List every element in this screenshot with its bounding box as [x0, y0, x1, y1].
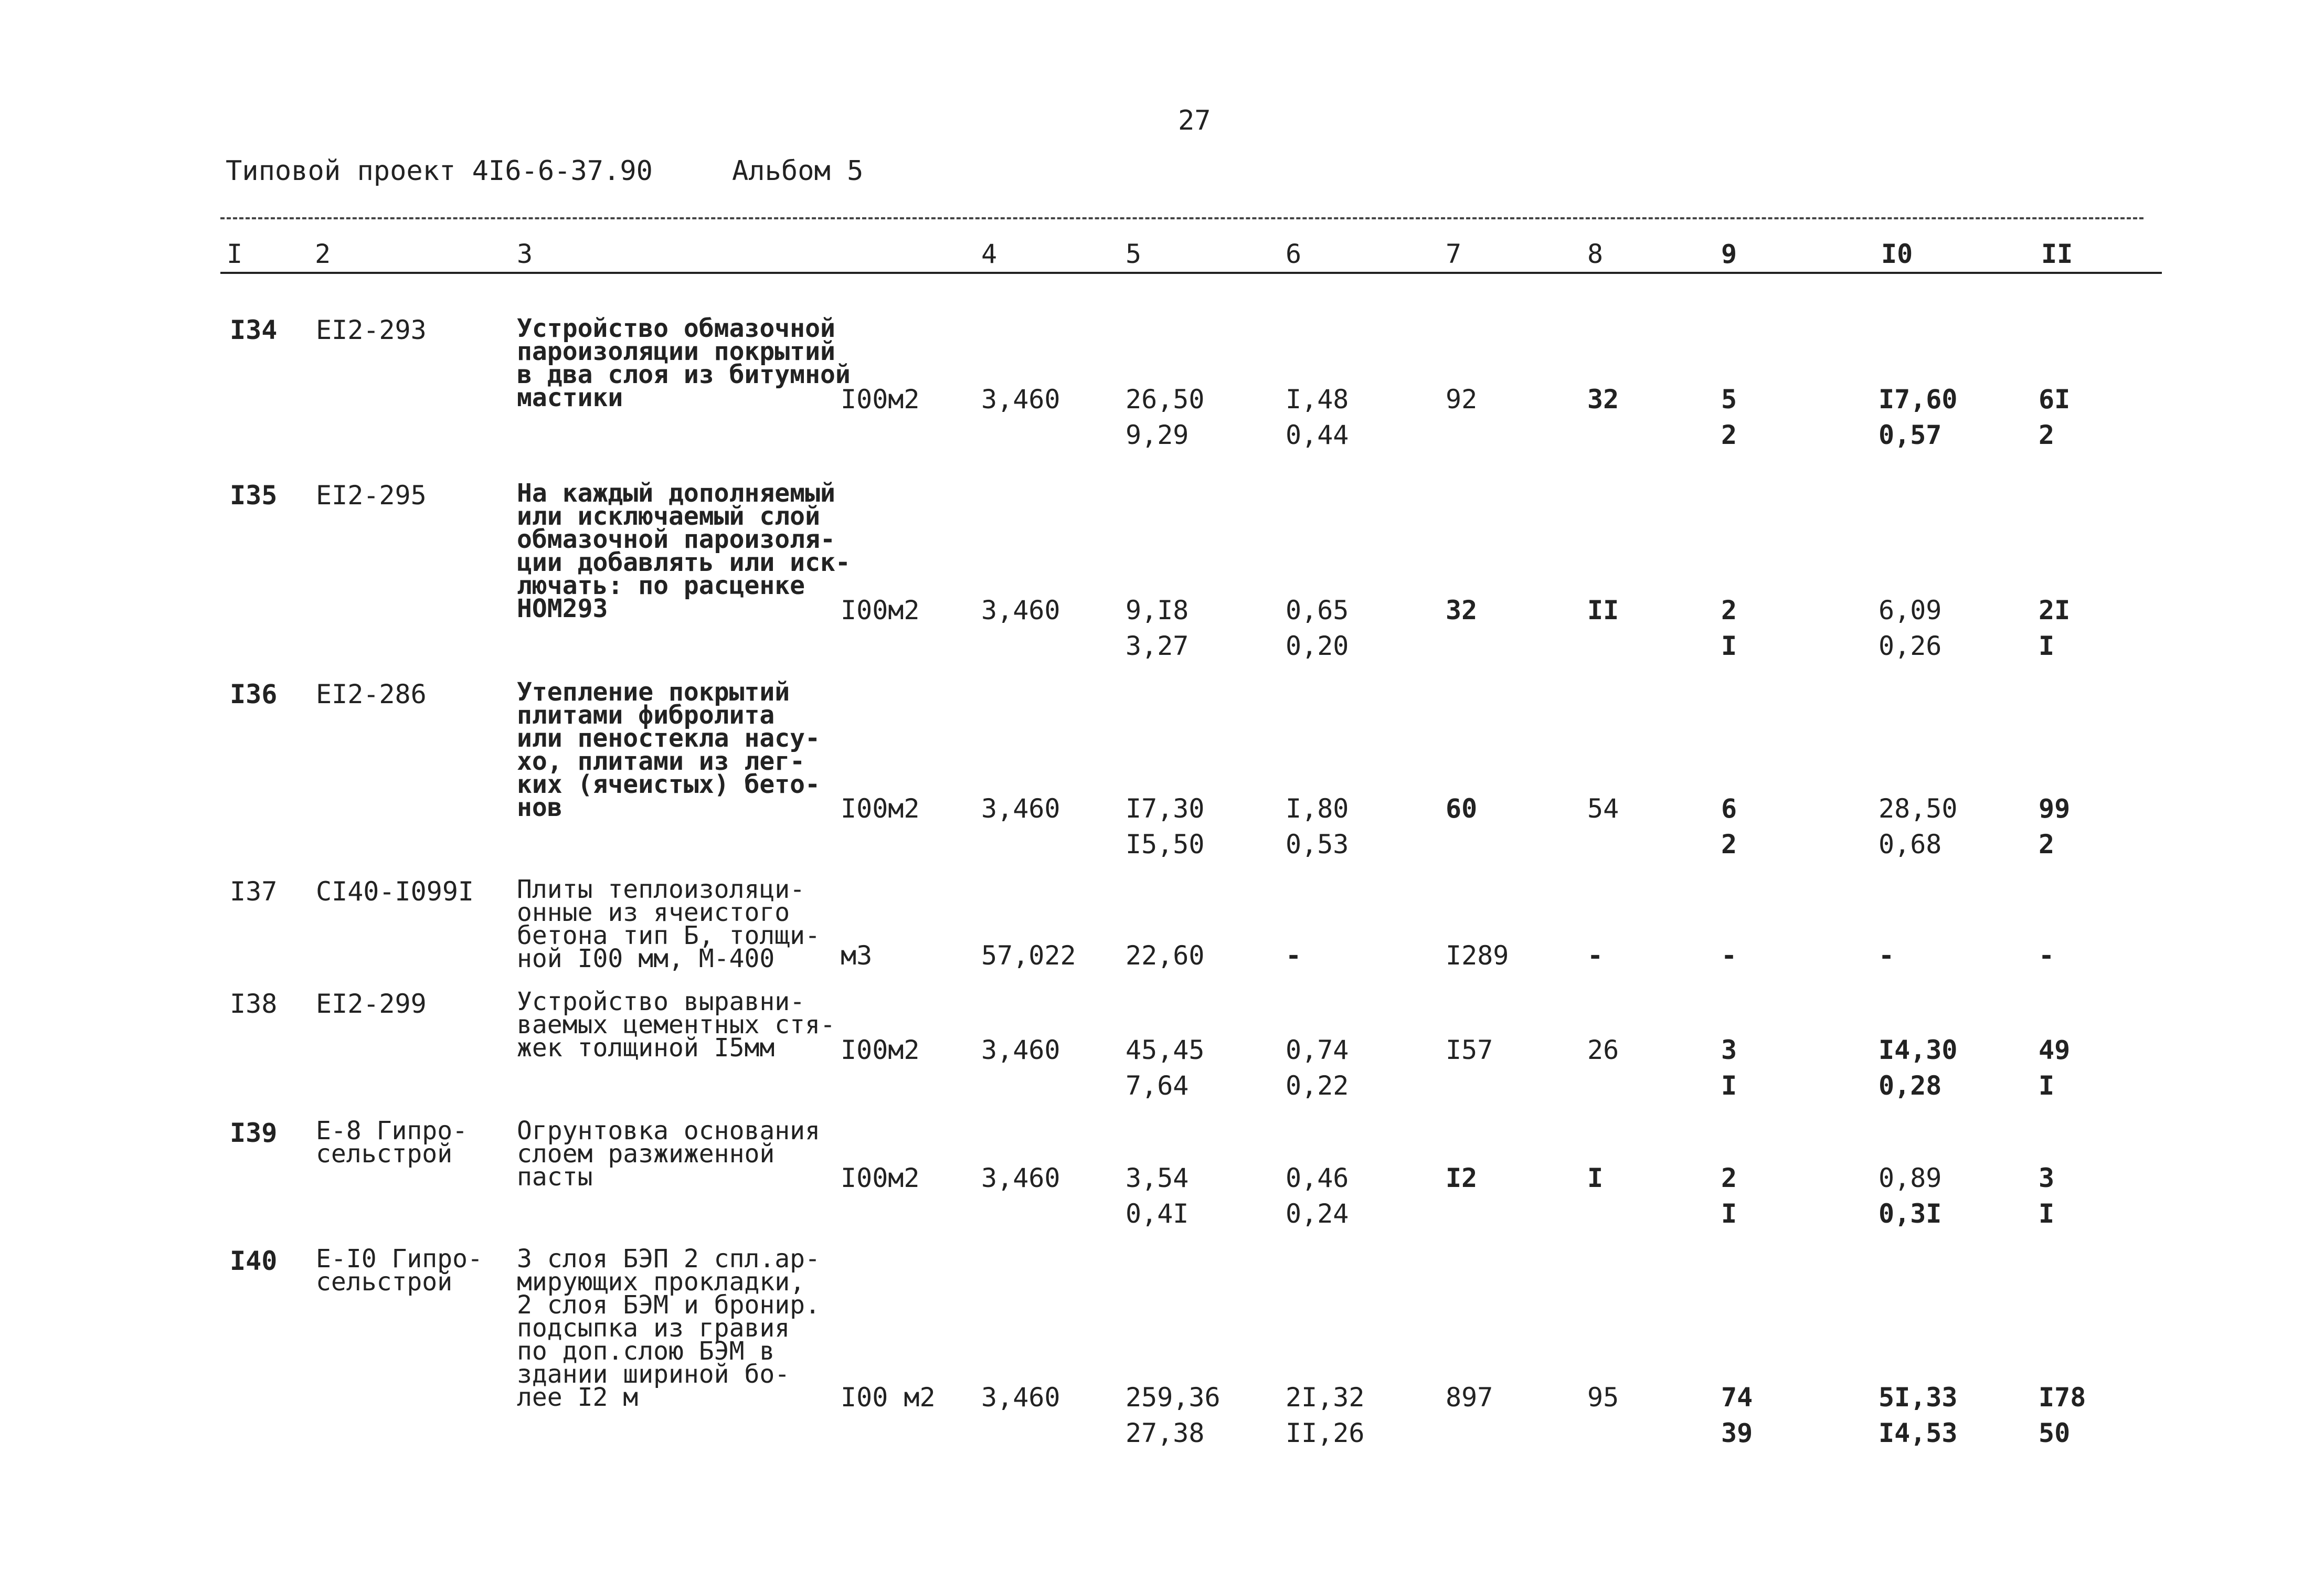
- col5-value-1: 3,54: [1126, 1163, 1189, 1193]
- project-title: Типовой проект 4I6-6-37.90: [226, 155, 653, 187]
- unit: I00м2: [841, 384, 920, 415]
- row-number: I37: [230, 876, 278, 907]
- col8-value: I: [1587, 1163, 1604, 1193]
- norm-code: E-8 Гипро- сельстрой: [316, 1116, 468, 1169]
- col6-value-1: 0,74: [1286, 1035, 1349, 1065]
- row-number: I39: [230, 1118, 278, 1148]
- col6-value-1: -: [1286, 940, 1302, 971]
- col10-value-1: 0,89: [1879, 1163, 1942, 1193]
- col7-value: 92: [1446, 384, 1478, 415]
- col11-value-1: -: [2039, 940, 2055, 971]
- column-header-7: 7: [1446, 239, 1462, 269]
- col8-value: 26: [1587, 1035, 1619, 1065]
- unit: I00м2: [841, 793, 920, 824]
- col9-value-2: 39: [1721, 1418, 1753, 1448]
- row-number: I38: [230, 989, 278, 1019]
- col10-value-2: 0,68: [1879, 829, 1942, 860]
- col6-value-1: 0,46: [1286, 1163, 1349, 1193]
- col5-value-1: 9,I8: [1126, 595, 1189, 625]
- col7-value: 897: [1446, 1382, 1493, 1413]
- col10-value-2: 0,57: [1879, 420, 1942, 450]
- column-header-1: I: [227, 239, 243, 269]
- work-description: На каждый дополняемый или исключаемый слой обмазочной пароизоля- ции добавлять или иск- лючать: по расценке НОМ293: [517, 479, 851, 623]
- col5-value-1: 45,45: [1126, 1035, 1205, 1065]
- col10-value-1: 6,09: [1879, 595, 1942, 625]
- quantity: 3,460: [981, 1163, 1060, 1193]
- column-header-9: 9: [1721, 239, 1737, 269]
- col10-value-2: 0,28: [1879, 1070, 1942, 1101]
- col5-value-1: 26,50: [1126, 384, 1205, 415]
- col9-value-1: -: [1721, 940, 1737, 971]
- col9-value-1: 2: [1721, 595, 1737, 625]
- col7-value: I289: [1446, 940, 1509, 971]
- col11-value-2: I: [2039, 1070, 2055, 1101]
- col10-value-1: I7,60: [1879, 384, 1958, 415]
- header-underline: [220, 272, 2162, 274]
- col11-value-1: 2I: [2039, 595, 2071, 625]
- work-description: Огрунтовка основания слоем разжиженной пасты: [517, 1116, 820, 1192]
- col11-value-2: 50: [2039, 1418, 2071, 1448]
- col5-value-2: 0,4I: [1126, 1199, 1189, 1229]
- work-description: Утепление покрытий плитами фибролита или пеностекла насу- хо, плитами из лег- ких (ячеистых) бето- нов: [517, 677, 820, 822]
- work-description: Устройство выравни- ваемых цементных стя- жек толщиной I5мм: [517, 987, 835, 1063]
- col6-value-1: I,80: [1286, 793, 1349, 824]
- col10-value-2: I4,53: [1879, 1418, 1958, 1448]
- column-header-11: II: [2041, 239, 2073, 269]
- col9-value-1: 6: [1721, 793, 1737, 824]
- unit: м3: [841, 940, 873, 971]
- work-description: Плиты теплоизоляци- онные из ячеистого бетона тип Б, толщи- ной I00 мм, М-400: [517, 875, 820, 973]
- norm-code: EI2-286: [316, 679, 427, 709]
- col5-value-2: 7,64: [1126, 1070, 1189, 1101]
- quantity: 3,460: [981, 595, 1060, 625]
- norm-code: EI2-295: [316, 480, 427, 511]
- col5-value-2: 27,38: [1126, 1418, 1205, 1448]
- column-header-3: 3: [517, 239, 533, 269]
- col8-value: II: [1587, 595, 1619, 625]
- unit: I00м2: [841, 595, 920, 625]
- col7-value: I57: [1446, 1035, 1493, 1065]
- col9-value-2: 2: [1721, 829, 1737, 860]
- col6-value-1: I,48: [1286, 384, 1349, 415]
- norm-code: CI40-I099I: [316, 876, 474, 907]
- col6-value-2: 0,53: [1286, 829, 1349, 860]
- col5-value-1: I7,30: [1126, 793, 1205, 824]
- norm-code: EI2-293: [316, 315, 427, 345]
- col7-value: I2: [1446, 1163, 1478, 1193]
- col6-value-2: 0,22: [1286, 1070, 1349, 1101]
- col10-value-1: I4,30: [1879, 1035, 1958, 1065]
- col9-value-2: 2: [1721, 420, 1737, 450]
- column-header-5: 5: [1126, 239, 1142, 269]
- col7-value: 60: [1446, 793, 1478, 824]
- row-number: I36: [230, 679, 278, 709]
- work-description: 3 слоя БЭП 2 спл.ар- мирующих прокладки, 2 слоя БЭМ и бронир. подсыпка из гравия по доп.слою БЭМ в здании шириной бо- лее I2 м: [517, 1244, 820, 1412]
- row-number: I34: [230, 315, 278, 345]
- col11-value-1: 99: [2039, 793, 2071, 824]
- col11-value-1: 3: [2039, 1163, 2055, 1193]
- col9-value-1: 5: [1721, 384, 1737, 415]
- col6-value-2: 0,44: [1286, 420, 1349, 450]
- col10-value-1: -: [1879, 940, 1895, 971]
- col10-value-2: 0,26: [1879, 631, 1942, 661]
- quantity: 57,022: [981, 940, 1076, 971]
- col11-value-1: 49: [2039, 1035, 2071, 1065]
- col6-value-1: 2I,32: [1286, 1382, 1365, 1413]
- col8-value: 95: [1587, 1382, 1619, 1413]
- col11-value-1: I78: [2039, 1382, 2086, 1413]
- col11-value-2: 2: [2039, 829, 2055, 860]
- col9-value-2: I: [1721, 1070, 1737, 1101]
- work-description: Устройство обмазочной пароизоляции покрытий в два слоя из битумной мастики: [517, 314, 851, 412]
- col6-value-2: II,26: [1286, 1418, 1365, 1448]
- album-label: Альбом 5: [732, 155, 864, 187]
- column-header-2: 2: [315, 239, 331, 269]
- col5-value-2: I5,50: [1126, 829, 1205, 860]
- col9-value-1: 3: [1721, 1035, 1737, 1065]
- column-header-8: 8: [1587, 239, 1604, 269]
- col5-value-2: 9,29: [1126, 420, 1189, 450]
- row-number: I40: [230, 1246, 278, 1276]
- col9-value-2: I: [1721, 631, 1737, 661]
- unit: I00м2: [841, 1035, 920, 1065]
- col6-value-1: 0,65: [1286, 595, 1349, 625]
- col11-value-2: I: [2039, 1199, 2055, 1229]
- quantity: 3,460: [981, 793, 1060, 824]
- col10-value-2: 0,3I: [1879, 1199, 1942, 1229]
- norm-code: E-I0 Гипро- сельстрой: [316, 1244, 483, 1297]
- col6-value-2: 0,24: [1286, 1199, 1349, 1229]
- quantity: 3,460: [981, 1035, 1060, 1065]
- col10-value-1: 28,50: [1879, 793, 1958, 824]
- col5-value-2: 3,27: [1126, 631, 1189, 661]
- col6-value-2: 0,20: [1286, 631, 1349, 661]
- column-header-4: 4: [981, 239, 997, 269]
- norm-code: EI2-299: [316, 989, 427, 1019]
- col5-value-1: 259,36: [1126, 1382, 1221, 1413]
- col5-value-1: 22,60: [1126, 940, 1205, 971]
- column-header-10: I0: [1881, 239, 1913, 269]
- col11-value-1: 6I: [2039, 384, 2071, 415]
- col8-value: 32: [1587, 384, 1619, 415]
- col10-value-1: 5I,33: [1879, 1382, 1958, 1413]
- col8-value: -: [1587, 940, 1604, 971]
- quantity: 3,460: [981, 384, 1060, 415]
- quantity: 3,460: [981, 1382, 1060, 1413]
- page-number: 27: [1178, 105, 1211, 136]
- col11-value-2: 2: [2039, 420, 2055, 450]
- col9-value-1: 2: [1721, 1163, 1737, 1193]
- column-header-6: 6: [1286, 239, 1302, 269]
- col7-value: 32: [1446, 595, 1478, 625]
- col9-value-1: 74: [1721, 1382, 1753, 1413]
- top-dashed-rule: [220, 217, 2143, 219]
- col9-value-2: I: [1721, 1199, 1737, 1229]
- col11-value-2: I: [2039, 631, 2055, 661]
- unit: I00 м2: [841, 1382, 936, 1413]
- unit: I00м2: [841, 1163, 920, 1193]
- row-number: I35: [230, 480, 278, 511]
- col8-value: 54: [1587, 793, 1619, 824]
